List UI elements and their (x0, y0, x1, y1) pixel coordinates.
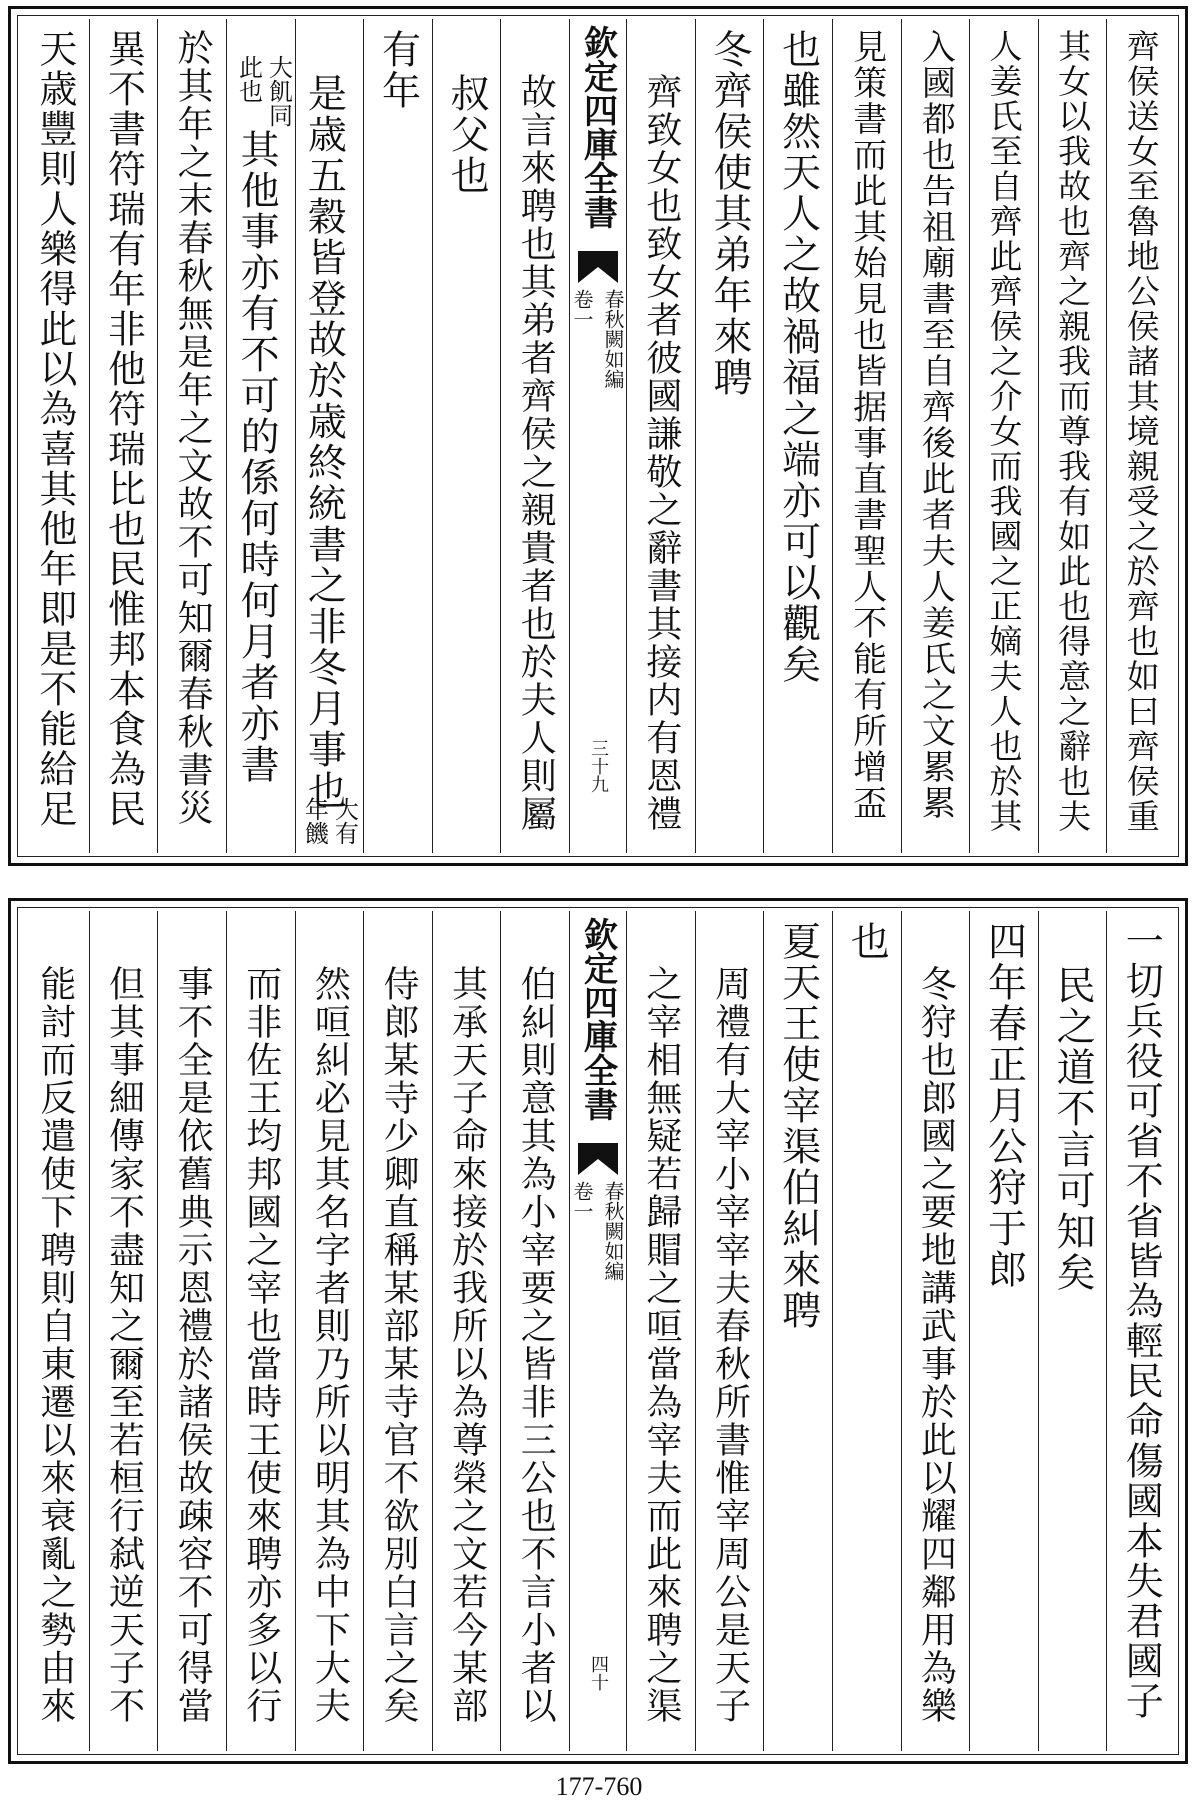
column-text: 也雖然天人之故禍福之端亦可以觀矣 (775, 29, 821, 685)
top-page (8, 6, 1188, 866)
text-column (364, 911, 433, 1751)
text-column (627, 911, 696, 1751)
text-column (433, 911, 502, 1751)
column-text: 異不書符瑞有年非他符瑞比也民惟邦本食為民 (101, 29, 146, 829)
column-text: 四年春正月公狩于郎 (981, 921, 1027, 1290)
interlinear-note (234, 55, 293, 127)
column-text: 侍郎某寺少卿直稱某部某寺官不欲別白言之矣 (377, 965, 419, 1725)
page-footer-number: 177-760 (555, 1772, 643, 1801)
column-text: 也 (844, 921, 890, 962)
column-text: 天歳豐則人樂得此以為喜其他年即是不能給足 (32, 29, 77, 829)
text-column (1107, 19, 1175, 853)
center-fold-column (570, 911, 627, 1751)
text-column (696, 911, 765, 1751)
text-column (902, 19, 971, 853)
column-text: 其承天子命來接於我所以為尊榮之文若今某部 (446, 965, 488, 1725)
interlinear-note (296, 797, 364, 845)
column-text: 有年 (375, 29, 421, 111)
text-column (227, 19, 296, 853)
text-column (21, 19, 90, 853)
center-book-line: 卷一 (570, 289, 594, 329)
text-column (158, 19, 227, 853)
center-book-title (570, 289, 627, 389)
center-book-line: 春秋闕如編 (601, 1181, 625, 1281)
column-text: 其他事亦有不可的係何時何月者亦書 (234, 129, 280, 785)
column-text: 民之道不言可知矣 (1050, 965, 1096, 1293)
column-text: 能討而反遣使下聘則自東遷以來衰亂之勢由來 (34, 965, 76, 1725)
column-text: 伯糾則意其為小宰要之皆非三公也不言小者以 (515, 965, 557, 1725)
text-column (501, 911, 570, 1751)
text-column (902, 911, 971, 1751)
note-line: 此也 (234, 55, 263, 103)
text-column (21, 911, 90, 1751)
center-book-line: 卷一 (570, 1181, 594, 1221)
note-line: 大飢同 (264, 55, 293, 127)
text-column (970, 19, 1039, 853)
text-column (158, 911, 227, 1751)
text-column (627, 19, 696, 853)
note-line: 大有 (330, 797, 359, 845)
column-text: 但其事細傳家不盡知之爾至若桓行弑逆天子不 (103, 965, 145, 1725)
text-column (833, 19, 902, 853)
column-text: 於其年之末春秋無是年之文故不可知爾春秋書災 (172, 29, 214, 827)
text-column-heading (970, 911, 1039, 1751)
center-title: 欽定四庫全書 (577, 25, 618, 229)
column-text: 見策書而此其始見也皆据事直書聖人不能有所增盃 (846, 29, 887, 821)
column-text: 冬齊侯使其弟年來聘 (706, 29, 752, 398)
column-text: 入國都也告祖廟書至自齊後此者夫人姜氏之文累累 (915, 29, 956, 821)
center-book-title (570, 1181, 627, 1281)
column-text: 人姜氏至自齊此齊侯之介女而我國之正嫡夫人也於其 (984, 29, 1024, 834)
column-text: 其女以我故也齊之親我而尊我有如此也得意之辭也夫 (1053, 29, 1093, 834)
text-column (227, 911, 296, 1751)
center-fold-column (570, 19, 627, 853)
column-text: 夏天王使宰渠伯糾來聘 (775, 921, 821, 1331)
note-line: 年饑 (300, 797, 329, 845)
column-text: 周禮有大宰小宰宰夫春秋所書惟宰周公是天子 (709, 965, 751, 1725)
text-column (90, 19, 159, 853)
text-column (1039, 911, 1108, 1751)
center-title: 欽定四庫全書 (577, 917, 618, 1121)
column-text: 之宰相無疑若歸賵之咺當為宰夫而此來聘之渠 (640, 965, 682, 1725)
column-text: 事不全是依舊典示恩禮於諸侯故疎容不可得當 (172, 965, 214, 1725)
center-book-line: 春秋闕如編 (601, 289, 625, 389)
fishtail-ornament-icon (578, 251, 618, 283)
text-column (1039, 19, 1108, 853)
center-page-number: 四十 (588, 1655, 609, 1691)
center-page-number: 三十九 (588, 739, 609, 793)
text-column (501, 19, 570, 853)
text-column (1107, 911, 1175, 1751)
bottom-page-columns (21, 911, 1175, 1751)
text-column-heading (696, 19, 765, 853)
bottom-page (8, 898, 1188, 1764)
text-column-heading (364, 19, 433, 853)
column-text: 叔父也 (444, 73, 490, 196)
text-column (90, 911, 159, 1751)
text-column (433, 19, 502, 853)
text-column (296, 911, 365, 1751)
text-column-heading (764, 911, 833, 1751)
text-column (764, 19, 833, 853)
column-text: 冬狩也郎國之要地講武事於此以耀四鄰用為樂 (915, 965, 957, 1725)
column-text: 而非佐王均邦國之宰也當時王使來聘亦多以行 (240, 965, 282, 1725)
column-text: 一切兵役可省不省皆為輕民命傷國本失君國子 (1119, 921, 1164, 1721)
column-text: 故言來聘也其弟者齊侯之親貴者也於夫人則屬 (515, 73, 557, 833)
column-text: 是歳五穀皆登故於歳終統書之非冬月事也 (301, 73, 347, 811)
column-text: 然咺糾必見其名字者則乃所以明其為中下大夫 (309, 965, 351, 1725)
column-text: 齊致女也致女者彼國謙敬之辭書其接内有恩禮 (640, 73, 682, 833)
fishtail-ornament-icon (578, 1143, 618, 1175)
text-column (296, 19, 365, 853)
column-text: 齊侯送女至魯地公侯諸其境親受之於齊也如曰齊侯重 (1121, 29, 1161, 834)
top-page-columns (21, 19, 1175, 853)
text-column (833, 911, 902, 1751)
